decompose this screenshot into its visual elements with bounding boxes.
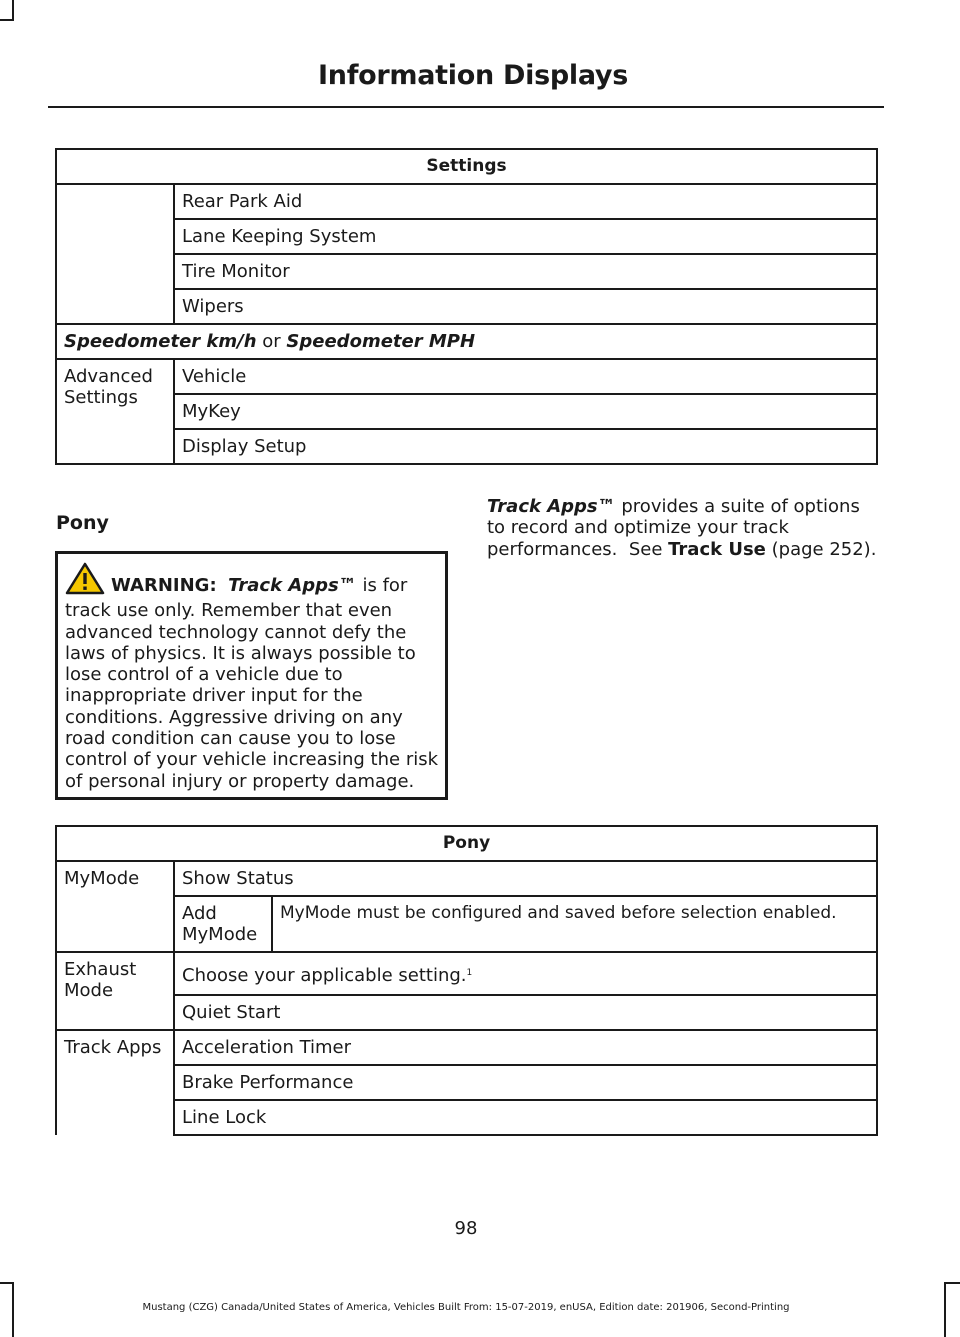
footnote-marker: 1 xyxy=(466,968,473,978)
pony-table xyxy=(55,825,878,1136)
table-cell: Brake Performance xyxy=(174,1065,877,1100)
table-cell: Quiet Start xyxy=(174,995,877,1030)
table-cell: MyKey xyxy=(174,394,877,429)
table-cell: Line Lock xyxy=(174,1100,877,1135)
speed-mph-label: Speedometer MPH xyxy=(286,331,476,352)
add-mymode-note: MyMode must be configured and saved before selection enabled. xyxy=(272,896,877,952)
table-cell: Rear Park Aid xyxy=(174,184,877,219)
crop-mark xyxy=(0,19,14,21)
track-apps-text: provides a suite of options to record and optimize your track performances. See xyxy=(487,496,866,560)
crop-mark xyxy=(0,1282,14,1284)
crop-mark xyxy=(12,0,14,20)
exhaust-choose-text: Choose your applicable setting. xyxy=(182,965,467,986)
warning-box xyxy=(55,551,448,800)
footer-text: Mustang (CZG) Canada/United States of America, Vehicles Built From: 15-07-2019, enUSA, Edition date: 201906, Second-Printing xyxy=(142,1302,790,1313)
advanced-settings-label: Advanced Settings xyxy=(56,359,174,464)
header-divider xyxy=(48,106,884,108)
table-cell: Vehicle xyxy=(174,359,877,394)
empty-cell xyxy=(56,184,174,324)
crop-mark xyxy=(944,1282,946,1337)
mymode-label: MyMode xyxy=(56,861,174,952)
add-mymode-label: Add MyMode xyxy=(174,896,272,952)
page-title: Information Displays xyxy=(318,60,628,91)
speed-km-label: Speedometer km/h xyxy=(64,331,257,352)
pony-table-title: Pony xyxy=(56,826,877,861)
page-number: 98 xyxy=(454,1218,478,1239)
table-cell: Wipers xyxy=(174,289,877,324)
warning-label: WARNING: xyxy=(111,575,217,596)
track-use-link[interactable]: Track Use xyxy=(668,538,766,560)
section-heading-pony: Pony xyxy=(56,512,109,534)
warning-triangle-icon xyxy=(65,562,105,600)
speed-or-text: or xyxy=(256,331,287,352)
table-cell: Lane Keeping System xyxy=(174,219,877,254)
table-cell: Tire Monitor xyxy=(174,254,877,289)
warning-text: is for track use only. Remember that even advanced technology cannot defy the laws of physics. It is always possible to lose control of a vehicle due to inappropriate driver input for the conditions. Aggressive driving on any road condition can cause you to lose control of your vehicle increasing the risk of personal injury or property damage. xyxy=(65,575,439,792)
track-apps-brand: Track Apps™ xyxy=(487,496,616,517)
table-cell: Acceleration Timer xyxy=(174,1030,877,1065)
settings-table-title: Settings xyxy=(56,149,877,184)
track-use-page-ref: (page 252). xyxy=(765,538,877,560)
exhaust-choose-cell xyxy=(174,952,877,995)
crop-mark xyxy=(944,1282,960,1284)
warning-brand: Track Apps™ xyxy=(228,575,357,596)
settings-table xyxy=(55,148,878,465)
table-cell: Show Status xyxy=(174,861,877,896)
exhaust-mode-label: Exhaust Mode xyxy=(56,952,174,1030)
table-cell: Display Setup xyxy=(174,429,877,464)
speedometer-row xyxy=(56,324,877,359)
track-apps-paragraph xyxy=(487,496,882,560)
track-apps-label: Track Apps xyxy=(56,1030,174,1135)
